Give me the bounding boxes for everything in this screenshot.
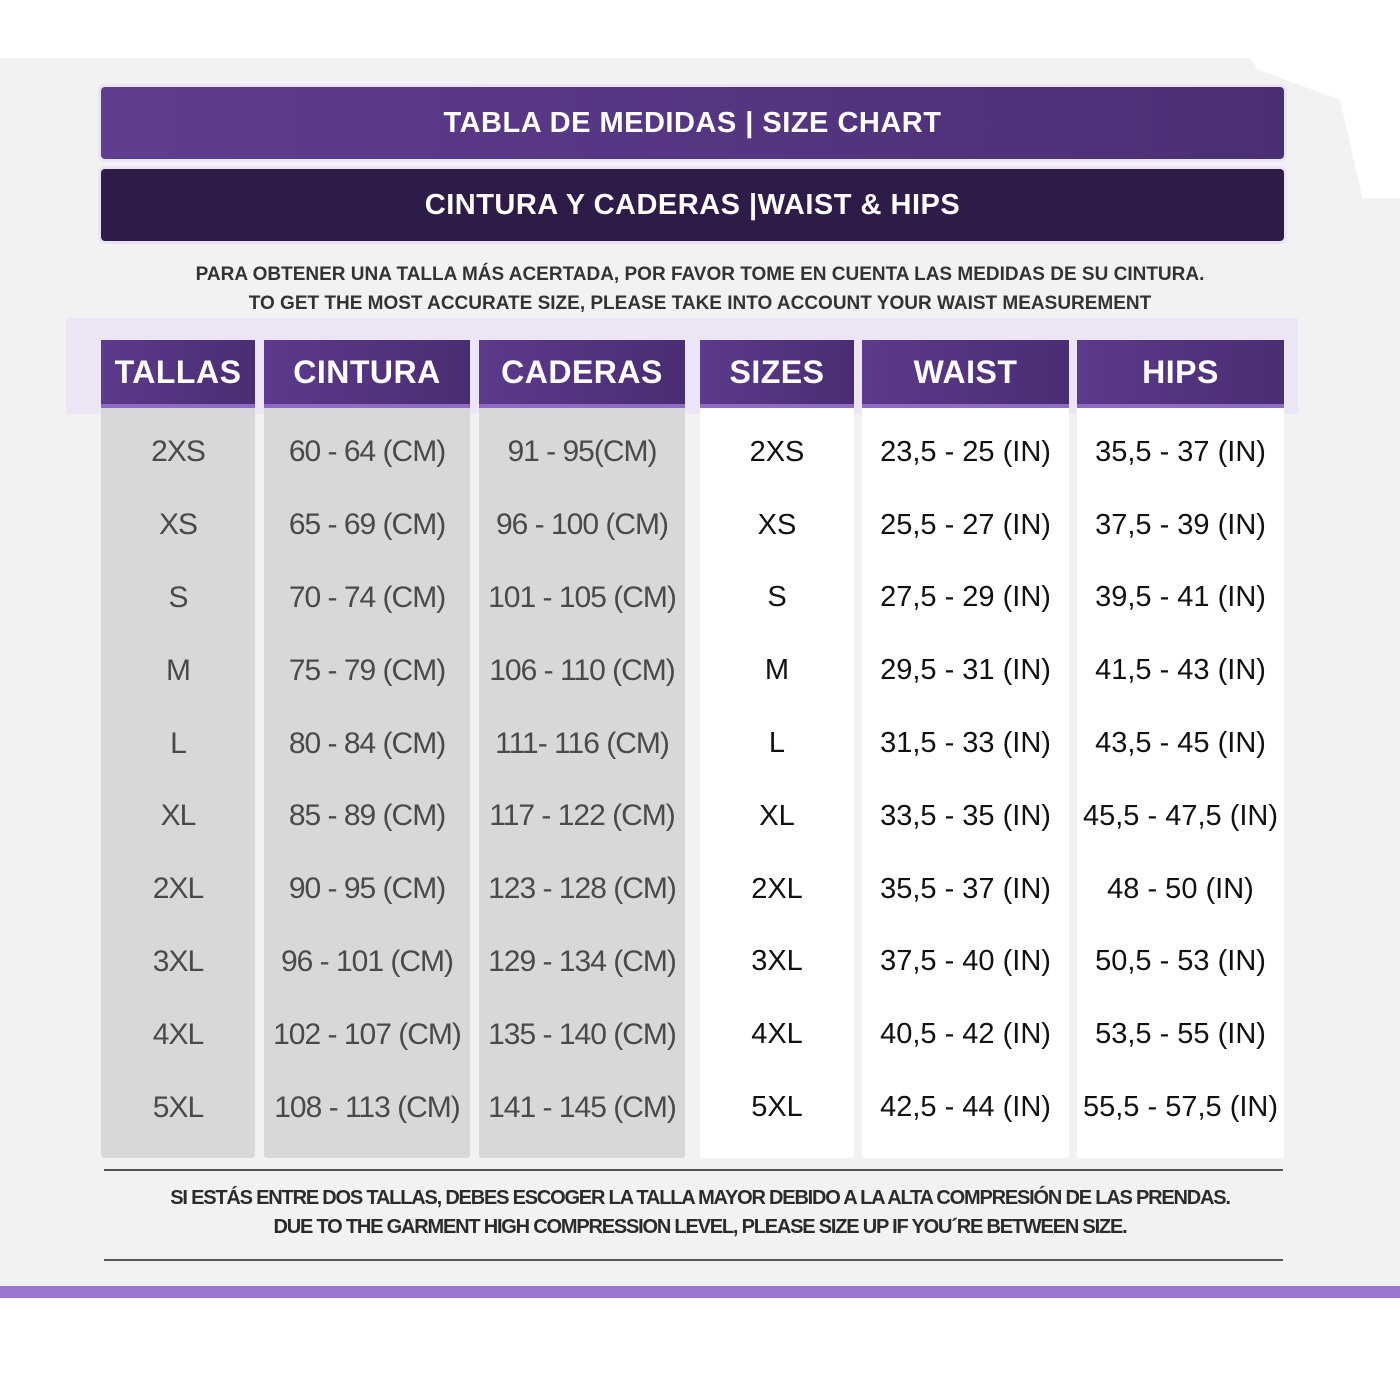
table-cell: 91 - 95(CM) (507, 435, 657, 469)
table-cell: L (170, 726, 186, 760)
table-cell: 123 - 128 (CM) (488, 872, 676, 906)
column-caderas (479, 340, 685, 1158)
column-cells (479, 416, 685, 1144)
table-cell: 4XL (152, 1017, 204, 1051)
instructions (60, 260, 1340, 318)
table-cell: XL (759, 799, 795, 832)
table-cell: 2XS (749, 435, 805, 468)
subtitle-banner (101, 169, 1284, 241)
table-cell: 65 - 69 (CM) (288, 508, 446, 542)
table-cell: S (767, 581, 787, 614)
divider-bottom (104, 1259, 1283, 1261)
table-cell: 5XL (152, 1090, 204, 1124)
table-cell: 90 - 95 (CM) (288, 872, 446, 906)
table-cell: M (166, 653, 190, 687)
table-cell: 96 - 101 (CM) (280, 944, 454, 978)
table-cell: 35,5 - 37 (IN) (1095, 435, 1266, 468)
table-cell: XL (160, 799, 196, 833)
column-waist (862, 340, 1069, 1158)
table-cell: 43,5 - 45 (IN) (1095, 727, 1266, 760)
instruction-en: TO GET THE MOST ACCURATE SIZE, PLEASE TAKE INTO ACCOUNT YOUR WAIST MEASUREMENT (248, 293, 1152, 314)
column-cells (862, 416, 1069, 1144)
table-cell: 117 - 122 (CM) (489, 799, 675, 833)
divider-top (104, 1169, 1283, 1171)
table-cell: 45,5 - 47,5 (IN) (1082, 799, 1279, 832)
column-header: WAIST (862, 340, 1069, 408)
table-cell: 25,5 - 27 (IN) (880, 508, 1051, 541)
table-cell: 48 - 50 (IN) (1107, 872, 1254, 905)
column-cintura (264, 340, 470, 1158)
table-cell: XS (757, 508, 797, 541)
column-header: CINTURA (264, 340, 470, 408)
table-cell: 85 - 89 (CM) (288, 799, 446, 833)
table-cell: 101 - 105 (CM) (488, 580, 676, 614)
table-cell: 3XL (152, 944, 204, 978)
column-cells (1077, 416, 1284, 1144)
table-cell: XS (158, 508, 198, 542)
table-cell: 141 - 145 (CM) (488, 1090, 676, 1124)
title-banner (101, 87, 1284, 159)
table-cell: 41,5 - 43 (IN) (1095, 654, 1266, 687)
table-cell: 4XL (751, 1018, 803, 1051)
footnote-es: SI ESTÁS ENTRE DOS TALLAS, DEBES ESCOGER LA TALLA MAYOR DEBIDO A LA ALTA COMPRESIÓN DE LAS PRENDAS. (170, 1187, 1230, 1209)
table-cell: 2XL (152, 872, 204, 906)
table-cell: 2XS (151, 435, 205, 469)
table-cell: 129 - 134 (CM) (488, 944, 676, 978)
column-tallas (101, 340, 255, 1158)
table-cell: 23,5 - 25 (IN) (880, 435, 1051, 468)
column-header: HIPS (1077, 340, 1284, 408)
column-cells (101, 416, 255, 1144)
instruction-es: PARA OBTENER UNA TALLA MÁS ACERTADA, POR FAVOR TOME EN CUENTA LAS MEDIDAS DE SU CINTURA. (195, 264, 1205, 285)
table-cell: 27,5 - 29 (IN) (880, 581, 1051, 614)
table-cell: 3XL (751, 945, 803, 978)
table-cell: 37,5 - 40 (IN) (880, 945, 1051, 978)
page-subtitle: CINTURA Y CADERAS |WAIST & HIPS (424, 188, 961, 221)
column-header: CADERAS (479, 340, 685, 408)
table-cell: 55,5 - 57,5 (IN) (1082, 1091, 1279, 1124)
table-cell: 50,5 - 53 (IN) (1095, 945, 1266, 978)
table-cell: 5XL (751, 1091, 803, 1124)
table-cell: 37,5 - 39 (IN) (1095, 508, 1266, 541)
table-cell: 102 - 107 (CM) (273, 1017, 461, 1051)
table-cell: 80 - 84 (CM) (288, 726, 446, 760)
footnote (60, 1184, 1340, 1242)
table-cell: 111- 116 (CM) (495, 726, 669, 760)
table-cell: 40,5 - 42 (IN) (880, 1018, 1051, 1051)
accent-line (0, 1286, 1400, 1298)
table-cell: 108 - 113 (CM) (274, 1090, 460, 1124)
table-cell: 42,5 - 44 (IN) (880, 1091, 1051, 1124)
table-cell: 29,5 - 31 (IN) (880, 654, 1051, 687)
table-cell: 135 - 140 (CM) (488, 1017, 676, 1051)
column-header: TALLAS (101, 340, 255, 408)
table-cell: 31,5 - 33 (IN) (880, 727, 1051, 760)
table-cell: 2XL (751, 872, 803, 905)
table-cell: 53,5 - 55 (IN) (1095, 1018, 1266, 1051)
table-cell: 33,5 - 35 (IN) (880, 799, 1051, 832)
table-cell: 70 - 74 (CM) (288, 580, 446, 614)
table-cell: 60 - 64 (CM) (288, 435, 446, 469)
table-cell: 35,5 - 37 (IN) (880, 872, 1051, 905)
table-cell: 39,5 - 41 (IN) (1095, 581, 1266, 614)
table-cell: 106 - 110 (CM) (489, 653, 675, 687)
table-cell: 96 - 100 (CM) (495, 508, 669, 542)
column-header: SIZES (700, 340, 854, 408)
table-cell: M (764, 654, 790, 687)
table-cell: L (768, 727, 786, 760)
column-sizes (700, 340, 854, 1158)
column-hips (1077, 340, 1284, 1158)
table-cell: 75 - 79 (CM) (288, 653, 446, 687)
column-cells (700, 416, 854, 1144)
page-title: TABLA DE MEDIDAS | SIZE CHART (443, 106, 942, 139)
footnote-en: DUE TO THE GARMENT HIGH COMPRESSION LEVEL, PLEASE SIZE UP IF YOU´RE BETWEEN SIZE. (273, 1216, 1127, 1238)
column-cells (264, 416, 470, 1144)
table-cell: S (168, 580, 188, 614)
